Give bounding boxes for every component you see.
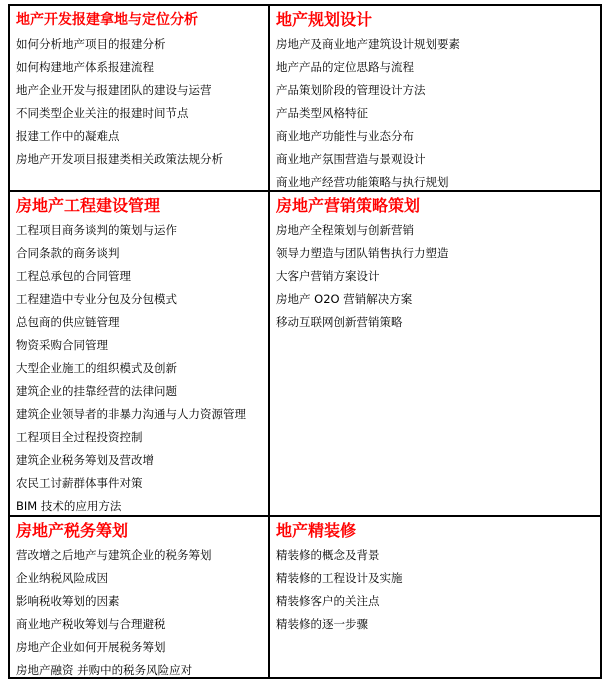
list-item: 地产产品的定位思路与流程 xyxy=(276,60,414,74)
item-list xyxy=(16,219,262,516)
list-item: 大型企业施工的组织模式及创新 xyxy=(16,361,177,375)
list-item: 精装修的概念及背景 xyxy=(276,548,380,562)
section-title: 地产精装修 xyxy=(276,521,357,540)
list-item: 商业地产氛围营造与景观设计 xyxy=(276,152,426,166)
list-item: 产品策划阶段的管理设计方法 xyxy=(276,83,426,97)
list-item: 建筑企业的挂靠经营的法律问题 xyxy=(16,384,177,398)
list-item: 物资采购合同管理 xyxy=(16,338,108,352)
section-fine-decoration xyxy=(269,516,601,678)
list-item: 建筑企业领导者的非暴力沟通与人力资源管理 xyxy=(16,407,246,421)
list-item: 商业地产税收筹划与合理避税 xyxy=(16,617,166,631)
list-item: 房地产开发项目报建类相关政策法规分析 xyxy=(16,152,223,166)
list-item: 工程建造中专业分包及分包模式 xyxy=(16,292,177,306)
item-list xyxy=(276,33,594,191)
list-item: 农民工讨薪群体事件对策 xyxy=(16,476,143,490)
section-title: 房地产营销策略策划 xyxy=(276,196,421,215)
list-item: 影响税收筹划的因素 xyxy=(16,594,120,608)
list-item: 营改增之后地产与建筑企业的税务筹划 xyxy=(16,548,212,562)
list-item: 地产企业开发与报建团队的建设与运营 xyxy=(16,83,212,97)
item-list xyxy=(276,544,594,636)
list-item: 精装修客户的关注点 xyxy=(276,594,380,608)
list-item: 如何构建地产体系报建流程 xyxy=(16,60,154,74)
list-item: 产品类型风格特征 xyxy=(276,106,368,120)
list-item: 合同条款的商务谈判 xyxy=(16,246,120,260)
list-item: 精装修的工程设计及实施 xyxy=(276,571,403,585)
list-item: 房地产融资 并购中的税务风险应对 xyxy=(16,663,193,677)
list-item: 工程项目全过程投资控制 xyxy=(16,430,143,444)
list-item: 房地产全程策划与创新营销 xyxy=(276,223,414,237)
course-table xyxy=(8,4,602,679)
list-item: 总包商的供应链管理 xyxy=(16,315,120,329)
list-item: 工程总承包的合同管理 xyxy=(16,269,131,283)
section-title: 地产开发报建拿地与定位分析 xyxy=(16,12,198,28)
section-title: 房地产税务筹划 xyxy=(16,521,129,540)
list-item: 大客户营销方案设计 xyxy=(276,269,380,283)
item-list xyxy=(16,33,262,171)
section-marketing-strategy xyxy=(269,191,601,516)
list-item: 房地产企业如何开展税务筹划 xyxy=(16,640,166,654)
item-list xyxy=(276,219,594,334)
list-item: 房地产及商业地产建筑设计规划要素 xyxy=(276,37,460,51)
list-item: 商业地产功能性与业态分布 xyxy=(276,129,414,143)
section-title: 地产规划设计 xyxy=(276,10,373,29)
list-item: 房地产 O2O 营销解决方案 xyxy=(276,292,413,306)
list-item: 企业纳税风险成因 xyxy=(16,571,108,585)
section-planning-design xyxy=(269,5,601,191)
item-list xyxy=(16,544,262,678)
list-item: 工程项目商务谈判的策划与运作 xyxy=(16,223,177,237)
section-land-development xyxy=(9,5,269,191)
list-item: 如何分析地产项目的报建分析 xyxy=(16,37,166,51)
list-item: 不同类型企业关注的报建时间节点 xyxy=(16,106,189,120)
list-item: 商业地产经营功能策略与执行规划 xyxy=(276,175,449,189)
section-tax-planning xyxy=(9,516,269,678)
list-item: 报建工作中的凝难点 xyxy=(16,129,120,143)
list-item: 精装修的逐一步骤 xyxy=(276,617,368,631)
section-construction-management xyxy=(9,191,269,516)
section-title: 房地产工程建设管理 xyxy=(16,196,161,215)
list-item: BIM 技术的应用方法 xyxy=(16,499,122,513)
list-item: 建筑企业税务筹划及营改增 xyxy=(16,453,154,467)
list-item: 领导力塑造与团队销售执行力塑造 xyxy=(276,246,449,260)
list-item: 移动互联网创新营销策略 xyxy=(276,315,403,329)
